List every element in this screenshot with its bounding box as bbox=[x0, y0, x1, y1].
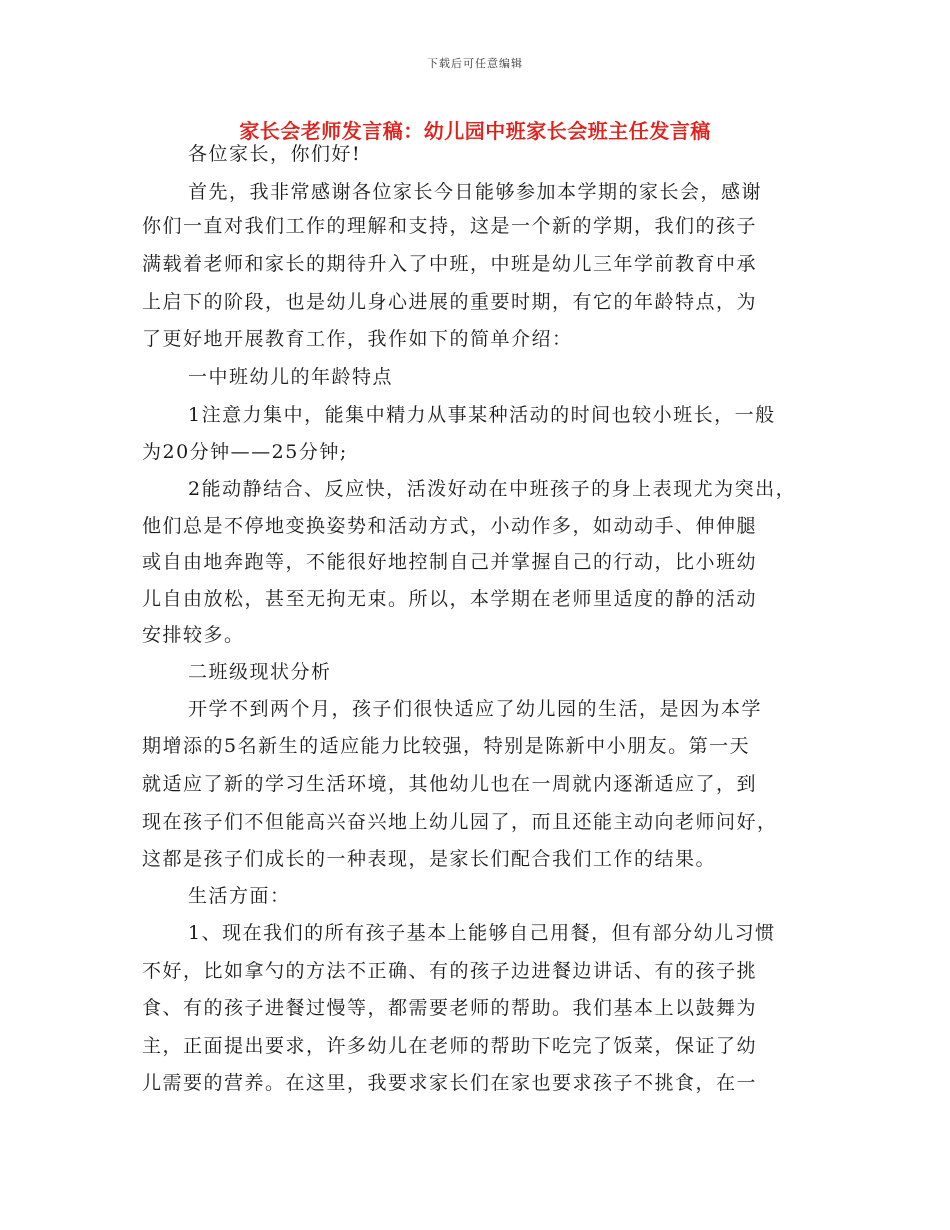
section-heading: 生活方面： bbox=[188, 885, 291, 907]
body-line: 他们总是不停地变换姿势和活动方式，小动作多，如动动手、伸伸腿 bbox=[142, 515, 758, 537]
body-line: 这都是孩子们成长的一种表现，是家长们配合我们工作的结果。 bbox=[142, 848, 717, 870]
document-title: 家长会老师发言稿：幼儿园中班家长会班主任发言稿 bbox=[239, 119, 711, 143]
body-line: 了更好地开展教育工作，我作如下的简单介绍： bbox=[142, 328, 573, 350]
body-line: 儿需要的营养。在这里，我要求家长们在家也要求孩子不挑食，在一 bbox=[142, 1072, 758, 1094]
body-line: 满载着老师和家长的期待升入了中班，中班是幼儿三年学前教育中承 bbox=[142, 253, 758, 275]
section-heading: 一中班幼儿的年龄特点 bbox=[188, 366, 394, 388]
page-header-note: 下载后可任意编辑 bbox=[427, 57, 523, 70]
body-line: 为20分钟——25分钟; bbox=[142, 441, 348, 463]
body-line: 就适应了新的学习生活环境，其他幼儿也在一周就内逐渐适应了，到 bbox=[142, 773, 758, 795]
body-line: 现在孩子们不但能高兴奋兴地上幼儿园了，而且还能主动向老师问好， bbox=[142, 811, 778, 833]
section-heading: 二班级现状分析 bbox=[188, 661, 332, 683]
body-line: 食、有的孩子进餐过慢等，都需要老师的帮助。我们基本上以鼓舞为 bbox=[142, 997, 758, 1019]
body-line: 你们一直对我们工作的理解和支持，这是一个新的学期，我们的孩子 bbox=[142, 215, 758, 237]
body-line: 开学不到两个月，孩子们很快适应了幼儿园的生活，是因为本学 bbox=[188, 698, 763, 720]
body-line: 首先，我非常感谢各位家长今日能够参加本学期的家长会，感谢 bbox=[188, 181, 763, 203]
body-line: 期增添的5名新生的适应能力比较强，特别是陈新中小朋友。第一天 bbox=[142, 735, 751, 757]
body-line: 上启下的阶段，也是幼儿身心进展的重要时期，有它的年龄特点，为 bbox=[142, 291, 758, 313]
body-line: 不好，比如拿勺的方法不正确、有的孩子边进餐边讲话、有的孩子挑 bbox=[142, 960, 758, 982]
body-line: 儿自由放松，甚至无拘无束。所以，本学期在老师里适度的静的活动 bbox=[142, 588, 758, 610]
body-line: 2能动静结合、反应快，活泼好动在中班孩子的身上表现尤为突出， bbox=[188, 478, 797, 500]
body-line: 1注意力集中，能集中精力从事某种活动的时间也较小班长，一般 bbox=[188, 404, 776, 426]
body-line: 安排较多。 bbox=[142, 624, 245, 646]
body-line: 1、现在我们的所有孩子基本上能够自己用餐，但有部分幼儿习惯 bbox=[188, 922, 776, 944]
greeting-line: 各位家长，你们好! bbox=[188, 143, 362, 165]
body-line: 或自由地奔跑等，不能很好地控制自己并掌握自己的行动，比小班幼 bbox=[142, 551, 758, 573]
body-line: 主，正面提出要求，许多幼儿在老师的帮助下吃完了饭菜，保证了幼 bbox=[142, 1035, 758, 1057]
